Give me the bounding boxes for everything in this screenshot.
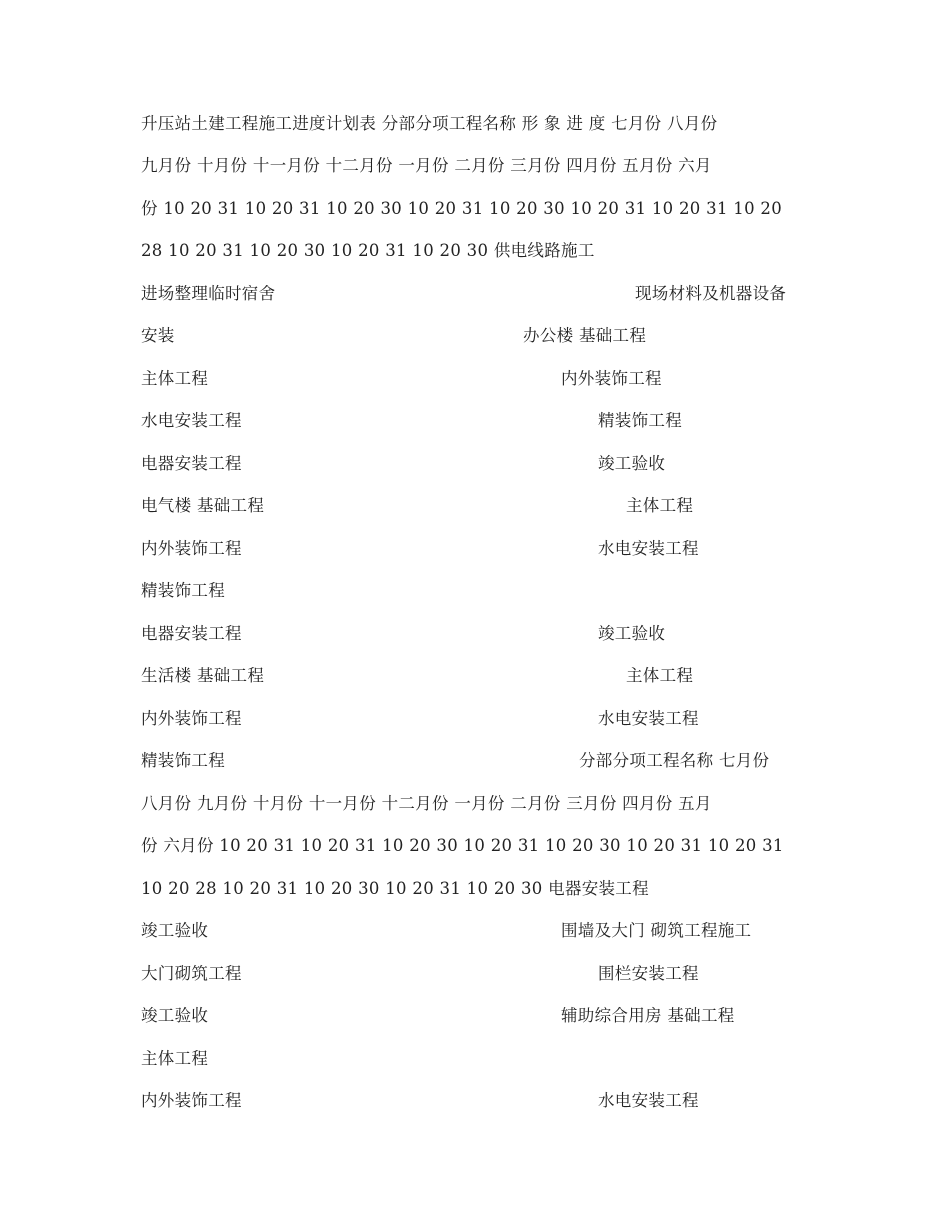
line-text-right: 竣工验收 [598, 454, 666, 473]
line-text: 内外装饰工程 [141, 539, 242, 558]
text-line [141, 1004, 821, 1028]
line-text: 10 20 28 10 20 31 10 20 30 10 20 31 10 20 30 电器安装工程 [141, 879, 649, 898]
text-line [141, 792, 821, 816]
text-line [141, 154, 821, 178]
text-line [141, 1089, 821, 1113]
line-text: 主体工程 [141, 369, 209, 388]
line-text-right: 围栏安装工程 [598, 964, 699, 983]
line-text-right: 水电安装工程 [598, 709, 699, 728]
line-text: 精装饰工程 [141, 581, 225, 600]
text-line [141, 112, 821, 136]
line-text: 内外装饰工程 [141, 1091, 242, 1110]
text-line [141, 452, 821, 476]
line-text: 大门砌筑工程 [141, 964, 242, 983]
line-text: 竣工验收 [141, 921, 209, 940]
line-text-right: 现场材料及机器设备 [635, 284, 787, 303]
line-text: 28 10 20 31 10 20 30 10 20 31 10 20 30 供电线路施工 [141, 241, 595, 260]
line-text: 电气楼 基础工程 [141, 496, 265, 515]
line-text: 份 六月份 10 20 31 10 20 31 10 20 30 10 20 31 10 20 30 10 20 31 10 20 31 [141, 836, 784, 855]
line-text: 水电安装工程 [141, 411, 242, 430]
text-line [141, 834, 821, 858]
line-text-right: 办公楼 基础工程 [523, 326, 647, 345]
line-text: 份 10 20 31 10 20 31 10 20 30 10 20 31 10 20 30 10 20 31 10 20 31 10 20 [141, 199, 783, 218]
line-text-right: 精装饰工程 [598, 411, 682, 430]
text-line [141, 494, 821, 518]
text-line [141, 749, 821, 773]
line-text: 竣工验收 [141, 1006, 209, 1025]
text-line [141, 197, 821, 221]
text-line [141, 324, 821, 348]
text-line [141, 622, 821, 646]
text-line [141, 367, 821, 391]
line-text-right: 围墙及大门 砌筑工程施工 [561, 921, 752, 940]
line-text: 主体工程 [141, 1049, 209, 1068]
line-text: 内外装饰工程 [141, 709, 242, 728]
line-text-right: 主体工程 [626, 496, 694, 515]
text-line [141, 579, 821, 603]
text-line [141, 239, 821, 263]
line-text: 八月份 九月份 十月份 十一月份 十二月份 一月份 二月份 三月份 四月份 五月 [141, 794, 712, 813]
line-text-right: 内外装饰工程 [561, 369, 662, 388]
line-text: 九月份 十月份 十一月份 十二月份 一月份 二月份 三月份 四月份 五月份 六月 [141, 156, 712, 175]
line-text-right: 分部分项工程名称 七月份 [579, 751, 770, 770]
text-line [141, 962, 821, 986]
text-line [141, 409, 821, 433]
line-text-right: 竣工验收 [598, 624, 666, 643]
line-text: 进场整理临时宿舍 [141, 284, 276, 303]
text-line [141, 664, 821, 688]
line-text: 精装饰工程 [141, 751, 225, 770]
text-line [141, 707, 821, 731]
line-text: 升压站土建工程施工进度计划表 分部分项工程名称 形 象 进 度 七月份 八月份 [141, 114, 718, 133]
line-text: 电器安装工程 [141, 624, 242, 643]
text-line [141, 282, 821, 306]
line-text: 生活楼 基础工程 [141, 666, 265, 685]
line-text-right: 辅助综合用房 基础工程 [561, 1006, 735, 1025]
text-line [141, 919, 821, 943]
line-text: 安装 [141, 326, 175, 345]
line-text-right: 主体工程 [626, 666, 694, 685]
line-text: 电器安装工程 [141, 454, 242, 473]
line-text-right: 水电安装工程 [598, 539, 699, 558]
text-line [141, 537, 821, 561]
text-line [141, 1047, 821, 1071]
text-line [141, 877, 821, 901]
line-text-right: 水电安装工程 [598, 1091, 699, 1110]
